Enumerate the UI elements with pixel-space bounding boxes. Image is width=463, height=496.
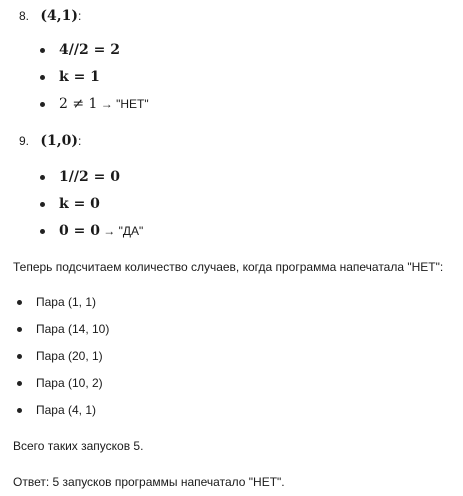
pair-text: Пара (1, 1) — [36, 295, 96, 309]
step-line — [40, 223, 143, 239]
pair-list-item — [17, 322, 109, 336]
pair-text: Пара (4, 1) — [36, 403, 96, 417]
total-text: Всего таких запусков 5. — [13, 439, 144, 453]
item-number: 9. — [19, 134, 30, 148]
math-expression: 2 ≠ 1 — [59, 96, 98, 112]
summary-intro: Теперь подсчитаем количество случаев, когда программа напечатала "НЕТ": — [13, 260, 444, 274]
bullet-icon — [17, 408, 22, 413]
result-text: → "НЕТ" — [97, 97, 149, 111]
pair-expression: (4,1) — [40, 8, 78, 24]
math-expression: 4//2 = 2 — [59, 42, 120, 58]
list-item-9 — [19, 133, 81, 149]
pair-text: Пара (10, 2) — [36, 376, 103, 390]
pair-list-item — [17, 403, 96, 417]
bullet-icon — [40, 102, 45, 107]
pair-expression: (1,0) — [40, 133, 78, 149]
bullet-icon — [40, 75, 45, 80]
list-item-8 — [19, 8, 81, 24]
step-line — [40, 69, 100, 85]
colon: : — [77, 9, 82, 23]
bullet-icon — [40, 175, 45, 180]
bullet-icon — [17, 381, 22, 386]
math-expression: 1//2 = 0 — [59, 169, 120, 185]
step-line — [40, 169, 120, 185]
bullet-icon — [17, 300, 22, 305]
colon: : — [77, 134, 82, 148]
step-line — [40, 42, 120, 58]
pair-text: Пара (14, 10) — [36, 322, 110, 336]
pair-list-item — [17, 349, 103, 363]
step-line — [40, 96, 149, 112]
math-expression: k = 0 — [59, 196, 100, 212]
step-line — [40, 196, 100, 212]
bullet-icon — [40, 202, 45, 207]
bullet-icon — [40, 48, 45, 53]
answer-text: Ответ: 5 запусков программы напечатало "НЕТ". — [13, 475, 285, 489]
item-number: 8. — [19, 9, 30, 23]
math-expression: 0 = 0 — [59, 223, 100, 239]
math-expression: k = 1 — [59, 69, 100, 85]
pair-list-item — [17, 376, 103, 390]
result-text: → "ДА" — [99, 224, 144, 238]
bullet-icon — [40, 229, 45, 234]
bullet-icon — [17, 327, 22, 332]
pair-list-item — [17, 295, 96, 309]
pair-text: Пара (20, 1) — [36, 349, 103, 363]
bullet-icon — [17, 354, 22, 359]
